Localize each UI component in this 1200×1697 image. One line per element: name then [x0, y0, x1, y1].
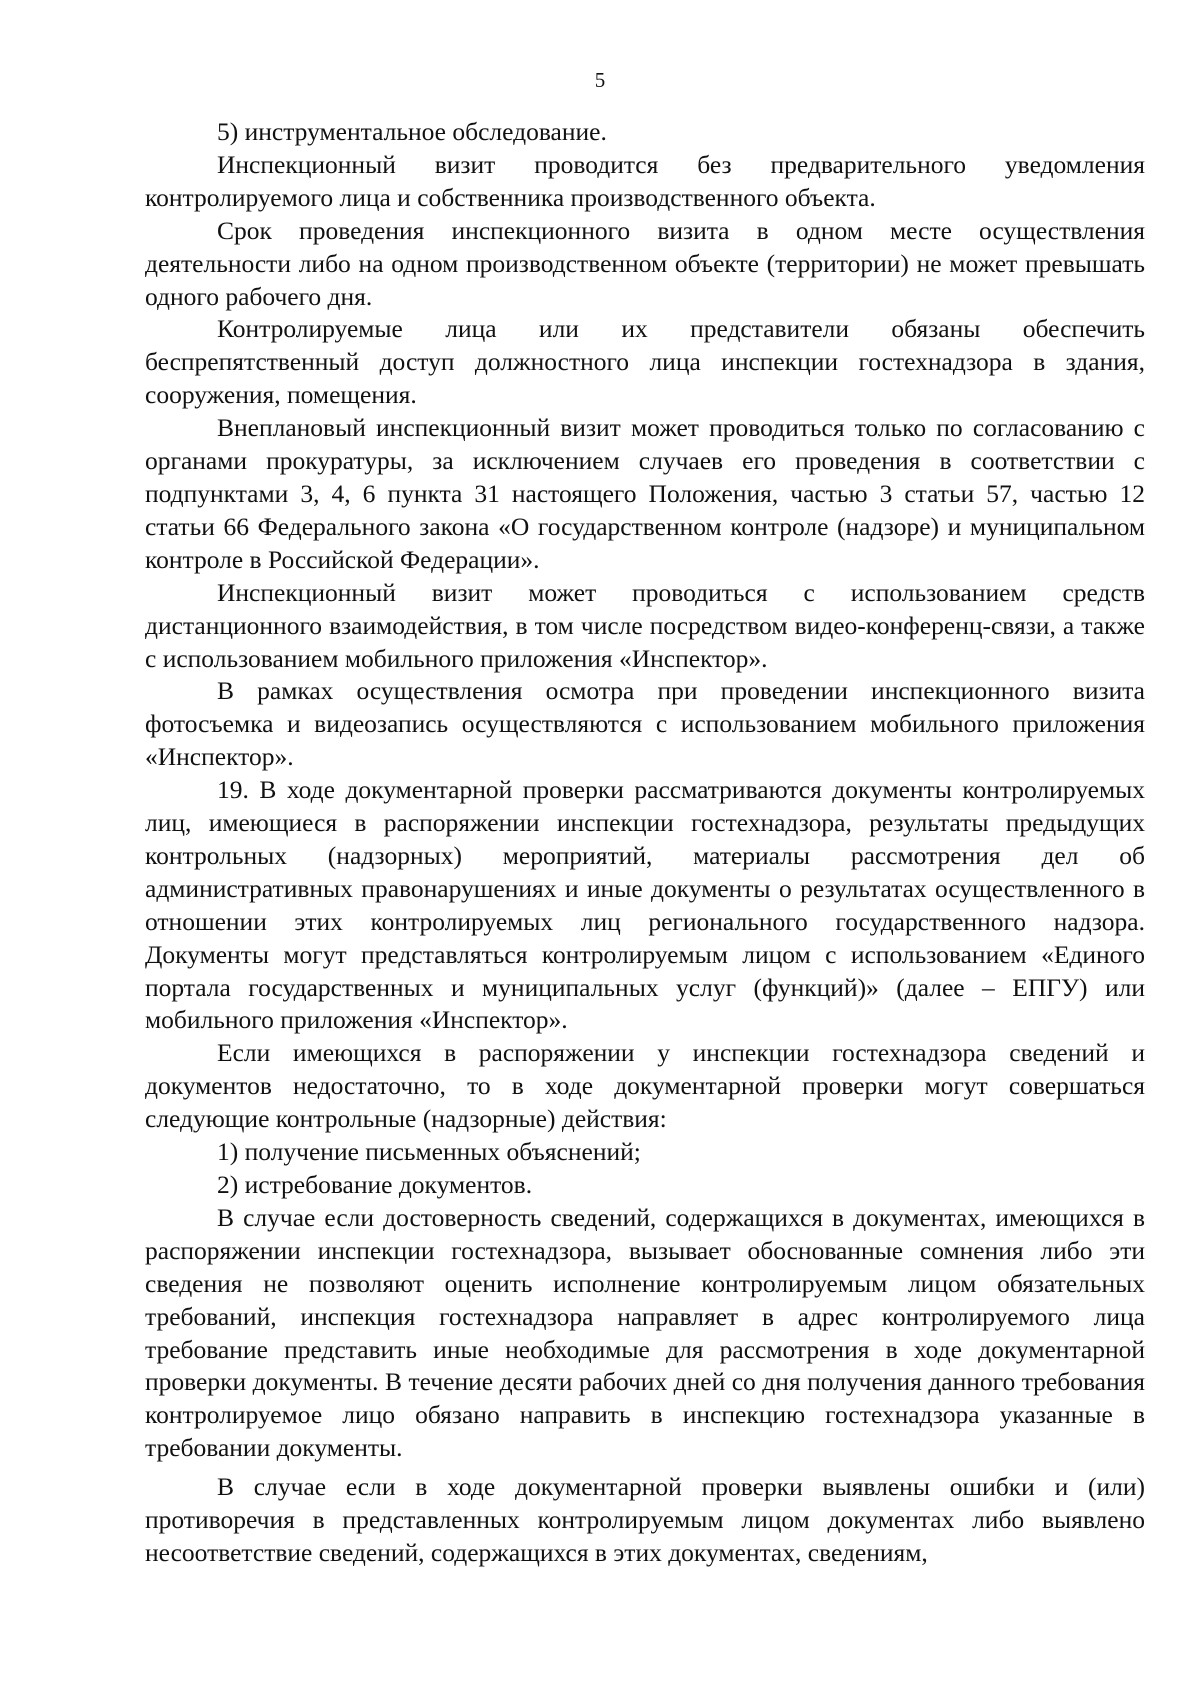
paragraph-photo-video: В рамках осуществления осмотра при проведении инспекционного визита фотосъемка и видеозапись осуществляются с использованием мобильного приложения «Инспектор».	[145, 676, 1145, 772]
paragraph-insufficient-documents: Если имеющихся в распоряжении у инспекции гостехнадзора сведений и документов недостаточно, то в ходе документарной проверки могут совершаться следующие контрольные (надзорные) действия:	[145, 1038, 1145, 1134]
page-number: 5	[594, 68, 606, 92]
paragraph-action-2: 2) истребование документов.	[217, 1170, 533, 1199]
paragraph-access-obligation: Контролируемые лица или их представители обязаны обеспечить беспрепятственный доступ должностного лица инспекции гостехнадзора в здания, сооружения, помещения.	[145, 314, 1145, 410]
paragraph-reliability-doubts: В случае если достоверность сведений, содержащихся в документах, имеющихся в распоряжении инспекции гостехнадзора, вызывает обоснованные сомнения либо эти сведения не позволяют оценить исполнение контролируемым лицом обязательных требований, инспекция гостехнадзора направляет в адрес контролируемого лица требование представить иные необходимые для рассмотрения в ходе документарной проверки документы. В течение десяти рабочих дней со дня получения данного требования контролируемое лицо обязано направить в инспекцию гостехнадзора указанные в требовании документы.	[145, 1202, 1145, 1463]
paragraph-action-1: 1) получение письменных объяснений;	[217, 1137, 641, 1167]
paragraph-clause-19: 19. В ходе документарной проверки рассматриваются документы контролируемых лиц, имеющиеся в распоряжении инспекции гостехнадзора, результаты предыдущих контрольных (надзорных) мероприятий, материалы рассмотрения дел об административных правонарушениях и иные документы о результатах осуществленного в отношении этих контролируемых лиц регионального государственного надзора. Документы могут представляться контролируемым лицом с использованием «Единого портала государственных и муниципальных услуг (функций)» (далее – ЕПГУ) или мобильного приложения «Инспектор».	[145, 775, 1145, 1035]
paragraph-inspection-visit-duration: Срок проведения инспекционного визита в одном месте осуществления деятельности либо на одном производственном объекте (территории) не может превышать одного рабочего дня.	[145, 215, 1145, 311]
paragraph-remote-interaction: Инспекционный визит может проводиться с использованием средств дистанционного взаимодействия, в том числе посредством видео-конференц-связи, а также с использованием мобильного приложения «Инспектор».	[145, 577, 1145, 673]
paragraph-item-5: 5) инструментальное обследование.	[217, 117, 607, 146]
paragraph-inspection-visit-notice: Инспекционный визит проводится без предварительного уведомления контролируемого лица и собственника производственного объекта.	[145, 149, 1145, 212]
document-body	[145, 116, 1145, 1570]
paragraph-unscheduled-visit: Внеплановый инспекционный визит может проводиться только по согласованию с органами прокуратуры, за исключением случаев его проведения в соответствии с подпунктами 3, 4, 6 пункта 31 настоящего Положения, частью 3 статьи 57, частью 12 статьи 66 Федерального закона «О государственном контроле (надзоре) и муниципальном контроле в Российской Федерации».	[145, 413, 1145, 574]
paragraph-errors-found: В случае если в ходе документарной проверки выявлены ошибки и (или) противоречия в представленных контролируемым лицом документах либо выявлено несоответствие сведений, содержащихся в этих документах, сведениям,	[145, 1472, 1145, 1567]
